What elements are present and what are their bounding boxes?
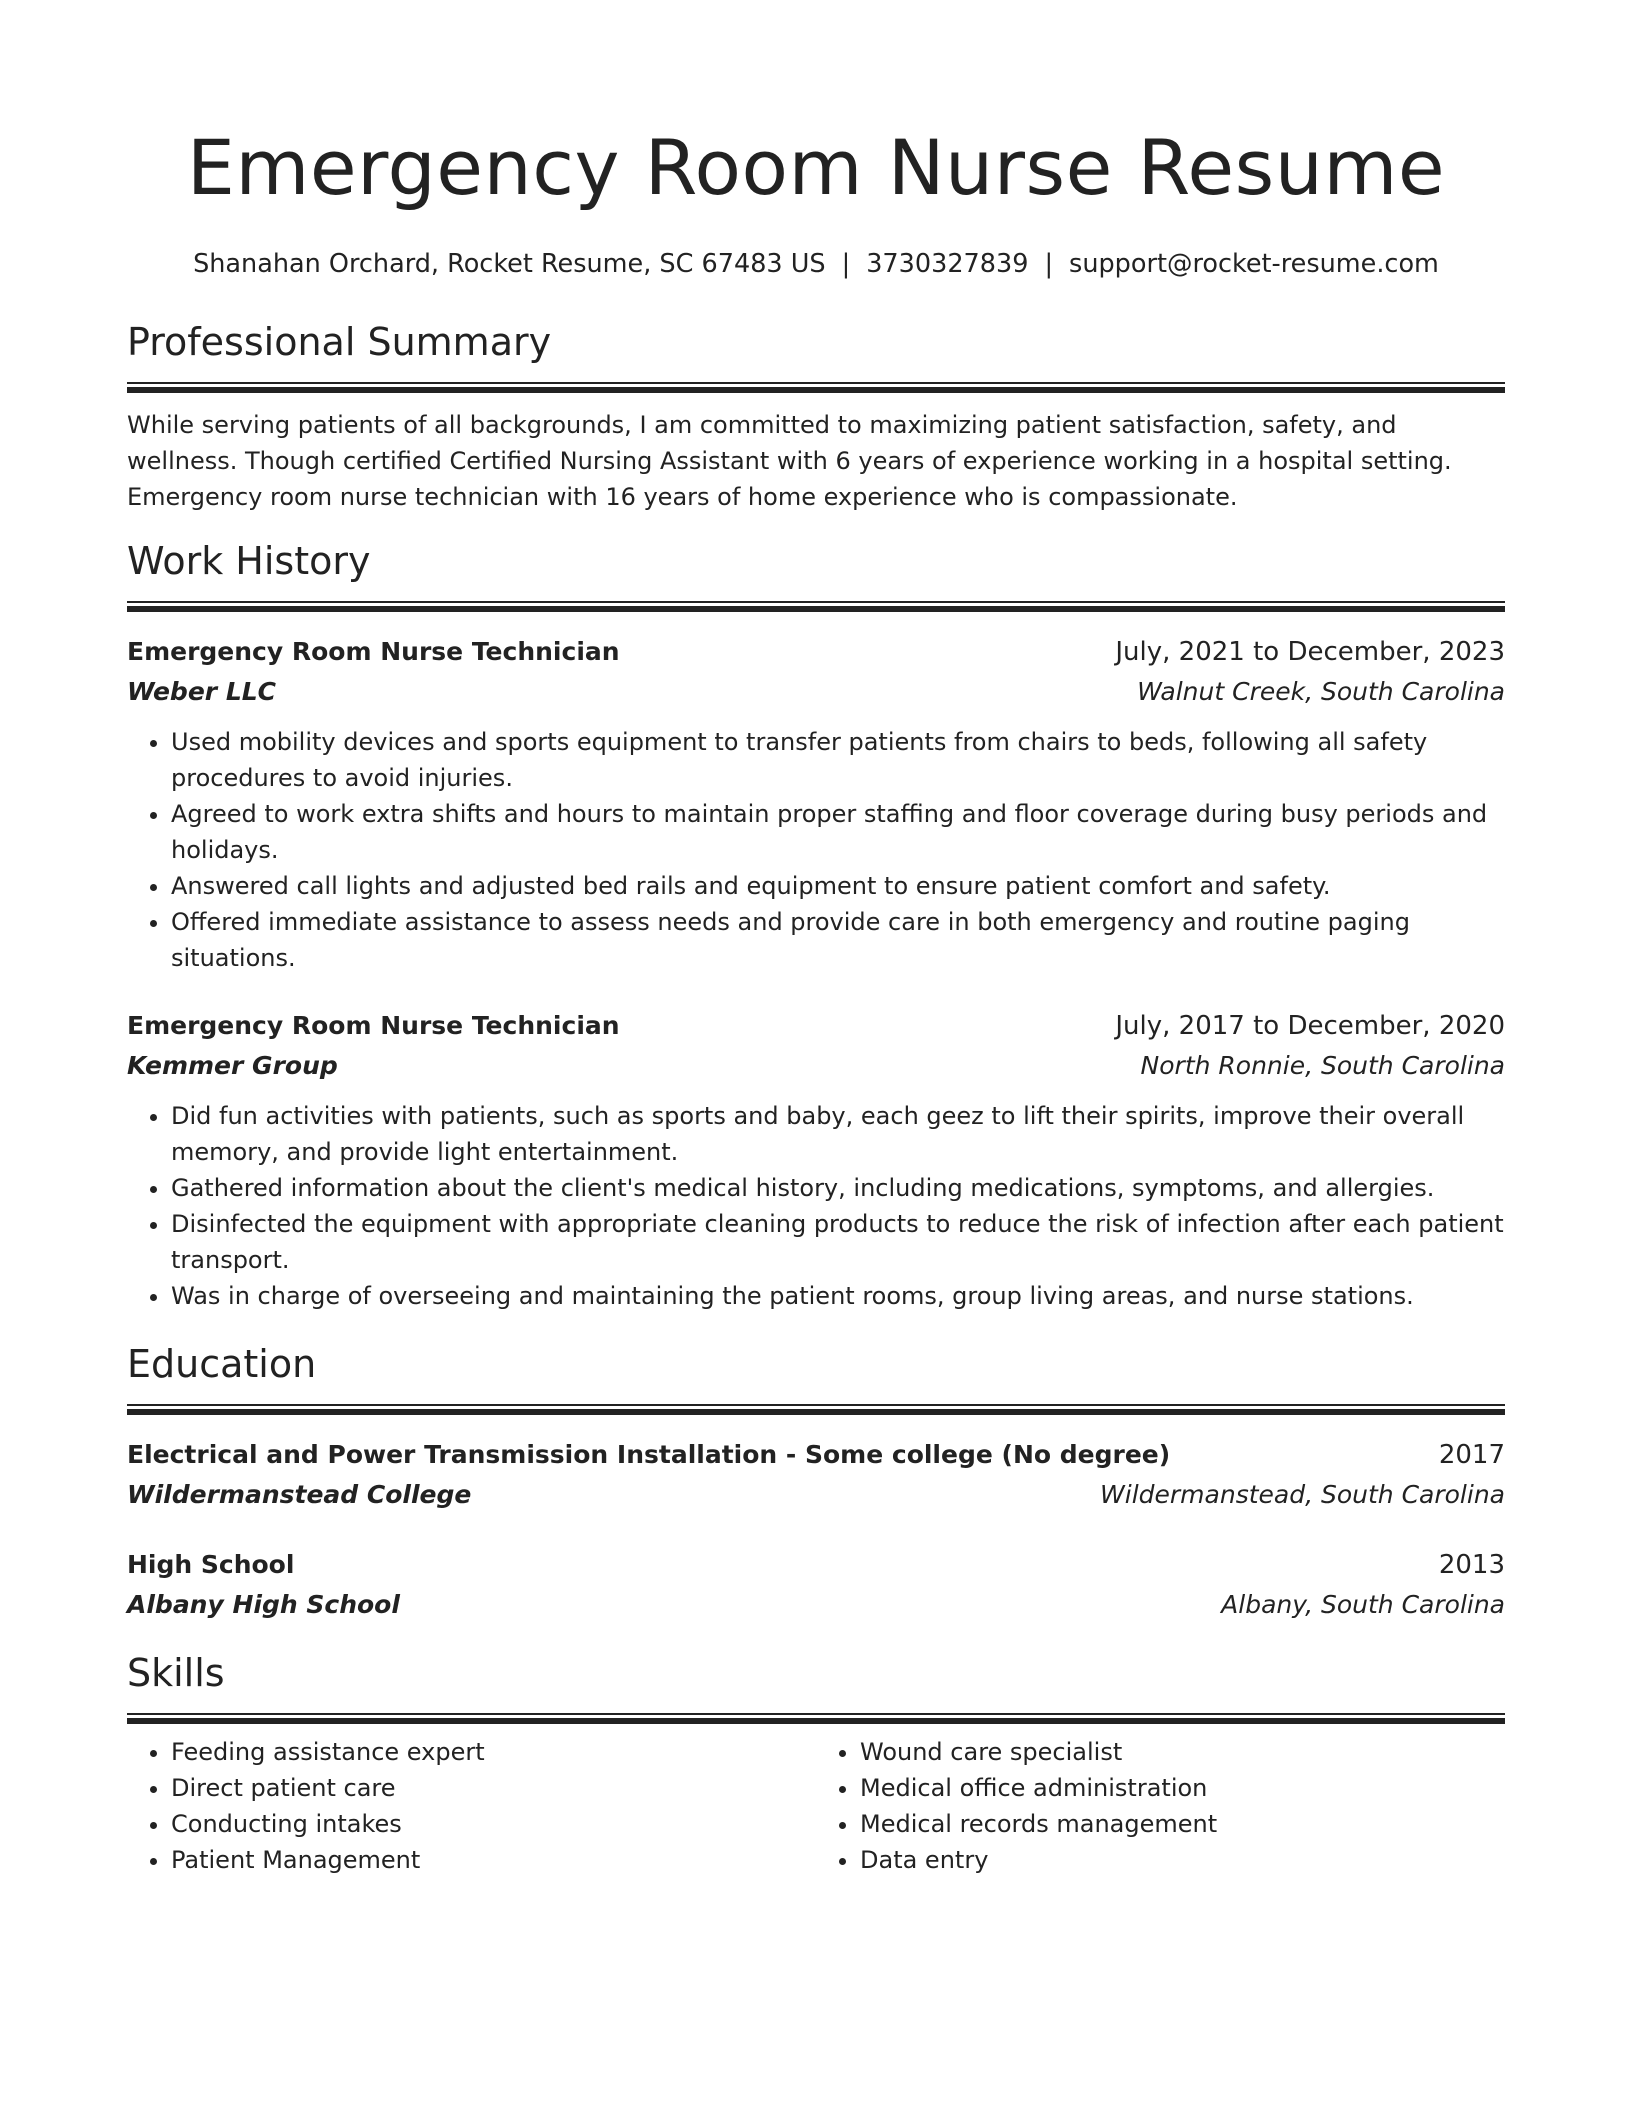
section-divider [127,1404,1505,1415]
skills-columns [127,1734,1505,1878]
job-company: Weber LLC [127,677,277,706]
skill-item: • Wound care specialist [860,1734,1505,1770]
skill-item: • Medical office administration [860,1770,1505,1806]
section-divider [127,1713,1505,1724]
job-bullet: • Agreed to work extra shifts and hours to maintain proper staffing and floor coverage during busy periods and holidays. [171,796,1505,868]
summary-section [127,318,1505,515]
education-degree: Electrical and Power Transmission Installation - Some college (No degree) [127,1440,1171,1469]
section-heading-work-history: Work History [127,539,371,583]
job-bullet: • Used mobility devices and sports equipment to transfer patients from chairs to beds, following all safety procedures to avoid injuries. [171,724,1505,796]
section-heading-summary: Professional Summary [127,320,552,364]
education-location: Wildermanstead, South Carolina [1100,1480,1505,1509]
job-bullet: • Gathered information about the client's medical history, including medications, symptoms, and allergies. [171,1170,1505,1206]
education-school: Albany High School [127,1590,400,1619]
skill-item: • Patient Management [171,1842,816,1878]
skills-list-right [816,1734,1505,1878]
contact-line [127,246,1505,282]
section-heading-skills: Skills [127,1651,225,1695]
job-dates: July, 2017 to December, 2020 [1115,1011,1505,1041]
contact-address: Shanahan Orchard, Rocket Resume, SC 67483 US [193,249,826,279]
job-location: Walnut Creek, South Carolina [1137,677,1505,706]
job-bullet: • Answered call lights and adjusted bed rails and equipment to ensure patient comfort and safety. [171,868,1505,904]
skill-item: • Data entry [860,1842,1505,1878]
job-bullet-list [127,724,1505,976]
job-dates: July, 2021 to December, 2023 [1115,637,1505,667]
skills-list-left [127,1734,816,1878]
section-divider [127,601,1505,612]
job-bullet: • Did fun activities with patients, such as sports and baby, each geez to lift their spirits, improve their overall memory, and provide light entertainment. [171,1098,1505,1170]
skill-item: • Medical records management [860,1806,1505,1842]
section-divider [127,382,1505,393]
skill-item: • Conducting intakes [171,1806,816,1842]
education-section [127,1340,1505,1625]
education-entry [127,1435,1505,1515]
education-degree: High School [127,1550,295,1579]
contact-separator: | [1044,249,1054,279]
education-school: Wildermanstead College [127,1480,472,1509]
job-title: Emergency Room Nurse Technician [127,1011,620,1040]
job-title: Emergency Room Nurse Technician [127,637,620,666]
education-location: Albany, South Carolina [1221,1590,1505,1619]
job-bullet: • Offered immediate assistance to assess needs and provide care in both emergency and routine paging situations. [171,904,1505,976]
skill-item: • Direct patient care [171,1770,816,1806]
work-history-section [127,537,1505,1314]
skills-section [127,1649,1505,1878]
skill-item: • Feeding assistance expert [171,1734,816,1770]
job-bullet: • Was in charge of overseeing and maintaining the patient rooms, group living areas, and nurse stations. [171,1278,1505,1314]
section-heading-education: Education [127,1342,317,1386]
education-entry [127,1545,1505,1625]
job-company: Kemmer Group [127,1051,338,1080]
job-location: North Ronnie, South Carolina [1140,1051,1505,1080]
resume-title: Emergency Room Nurse Resume [186,123,1446,212]
summary-text: While serving patients of all backgrounds, I am committed to maximizing patient satisfaction, safety, and wellness. Though certified Certified Nursing Assistant with 6 years of experience working in a hospital setting. Emergency room nurse technician with 16 years of home experience who is compassionate. [127,411,1452,511]
education-year: 2013 [1438,1550,1505,1580]
job-entry [127,632,1505,976]
contact-email: support@rocket-resume.com [1069,249,1439,279]
job-bullet: • Disinfected the equipment with appropriate cleaning products to reduce the risk of infection after each patient transport. [171,1206,1505,1278]
job-bullet-list [127,1098,1505,1314]
contact-separator: | [841,249,851,279]
job-entry [127,1006,1505,1314]
education-year: 2017 [1438,1440,1505,1470]
contact-phone: 3730327839 [866,249,1029,279]
